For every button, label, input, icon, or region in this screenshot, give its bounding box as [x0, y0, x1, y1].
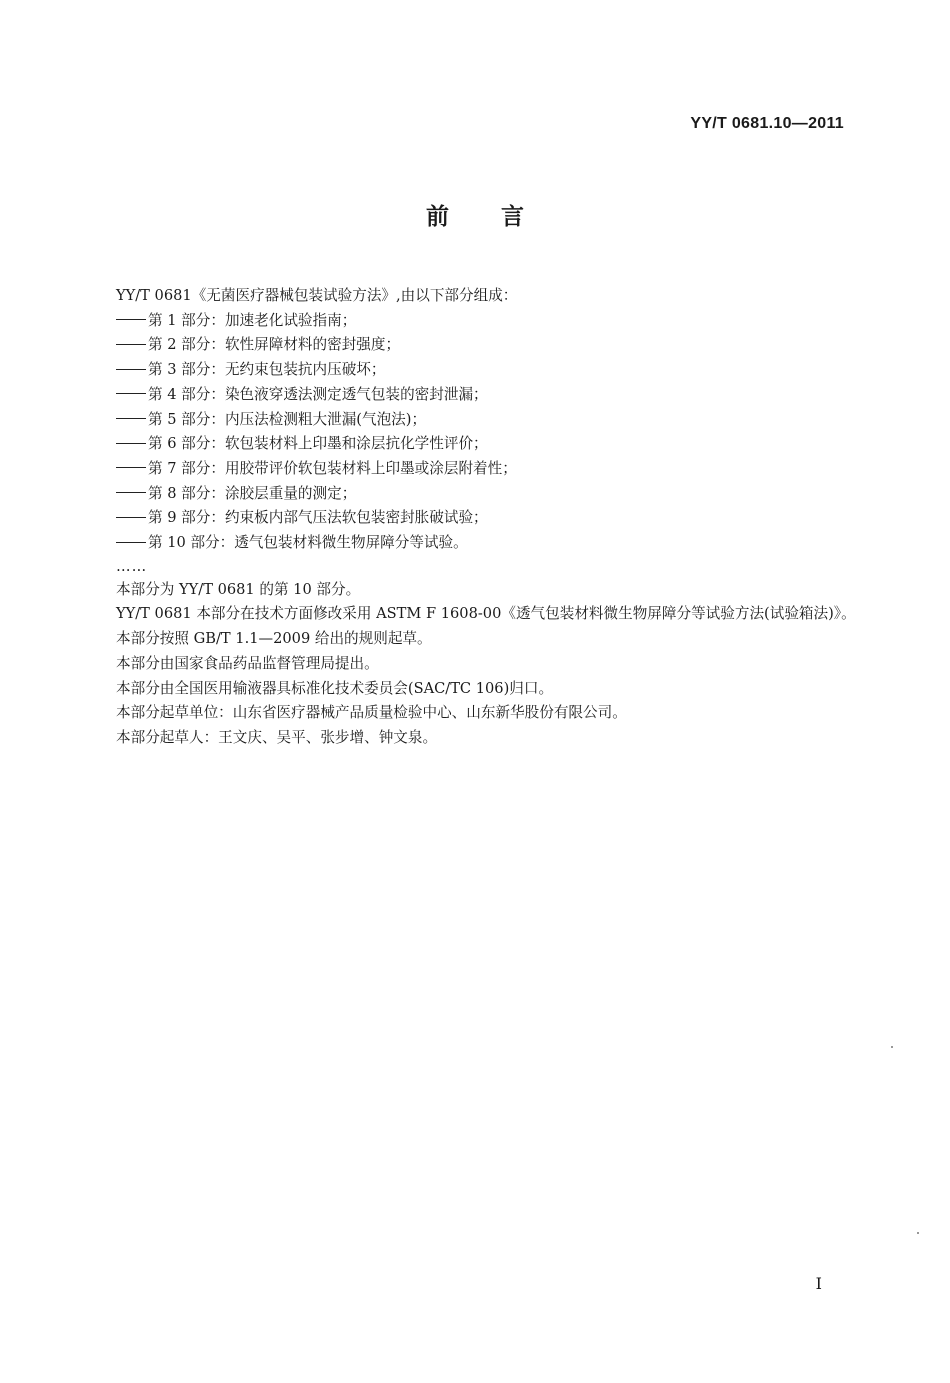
list-item: 第 5 部分：内压法检测粗大泄漏(气泡法)； [116, 408, 856, 433]
dash-mark [116, 418, 146, 419]
foreword-body [116, 284, 856, 751]
page-title: 前言 [426, 204, 576, 230]
list-item: 第 9 部分：约束板内部气压法软包装密封胀破试验； [116, 506, 856, 531]
paragraph: 本部分由国家食品药品监督管理局提出。 [116, 654, 379, 672]
list-item: 第 8 部分：涂胶层重量的测定； [116, 482, 856, 507]
list-item: 第 2 部分：软性屏障材料的密封强度； [116, 333, 856, 358]
dash-mark [116, 492, 146, 493]
dash-mark [116, 344, 146, 345]
parts-list [116, 309, 856, 556]
list-item: 第 7 部分：用胶带评价软包装材料上印墨或涂层附着性； [116, 457, 856, 482]
list-item: 第 6 部分：软包装材料上印墨和涂层抗化学性评价； [116, 432, 856, 457]
scan-speck [917, 1232, 919, 1234]
dash-mark [116, 319, 146, 320]
paragraph: YY/T 0681 本部分在技术方面修改采用 ASTM F 1608-00《透气包装材料微生物屏障分等试验方法(试验箱法)》。 [116, 605, 856, 623]
document-code: YY/T 0681.10—2011 [690, 115, 844, 132]
page-number: I [815, 1274, 822, 1293]
scan-speck [891, 1046, 893, 1048]
paragraph: 本部分为 YY/T 0681 的第 10 部分。 [116, 580, 361, 598]
list-item: 第 1 部分：加速老化试验指南； [116, 309, 856, 334]
paragraph: 本部分由全国医用输液器具标准化技术委员会(SAC/TC 106)归口。 [116, 679, 554, 697]
dash-mark [116, 517, 146, 518]
list-item: 第 4 部分：染色液穿透法测定透气包装的密封泄漏； [116, 383, 856, 408]
paragraph: 本部分起草单位：山东省医疗器械产品质量检验中心、山东新华股份有限公司。 [116, 704, 627, 722]
dash-mark [116, 542, 146, 543]
paragraph: 本部分按照 GB/T 1.1—2009 给出的规则起草。 [116, 630, 432, 648]
dash-mark [116, 369, 146, 370]
intro-paragraph: YY/T 0681《无菌医疗器械包装试验方法》,由以下部分组成： [116, 287, 518, 304]
list-item: 第 10 部分：透气包装材料微生物屏障分等试验。 [116, 531, 856, 556]
dash-mark [116, 393, 146, 394]
dash-mark [116, 467, 146, 468]
dash-mark [116, 443, 146, 444]
list-item: 第 3 部分：无约束包装抗内压破坏； [116, 358, 856, 383]
paragraph: 本部分起草人：王文庆、吴平、张步增、钟文泉。 [116, 728, 438, 746]
ellipsis: …… [116, 557, 148, 575]
